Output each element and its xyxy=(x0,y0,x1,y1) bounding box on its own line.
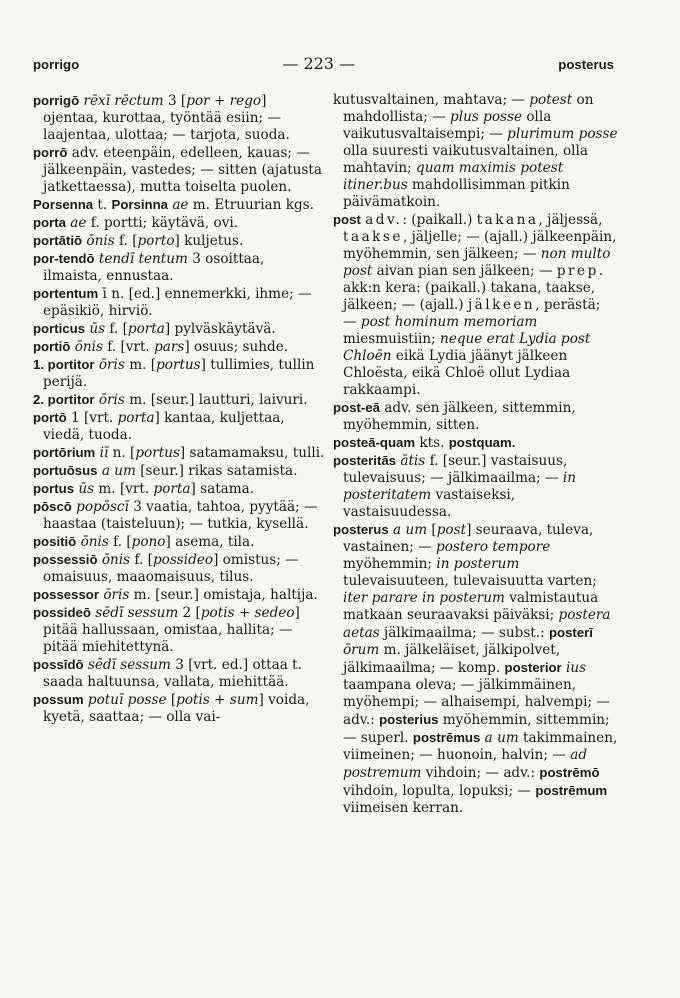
dictionary-entry xyxy=(33,144,325,196)
entry-italic-text: in posterum xyxy=(436,556,520,572)
dictionary-entry xyxy=(33,356,325,391)
entry-italic-text: ius xyxy=(566,660,587,676)
dictionary-entry xyxy=(33,444,325,462)
entry-italic-text: ōrum xyxy=(343,642,380,658)
dictionary-entry xyxy=(333,211,618,399)
entry-headword: portōrium xyxy=(33,445,96,460)
page-header xyxy=(33,54,614,80)
entry-italic-text: quam maximis potest itiner.bus xyxy=(343,160,564,193)
right-column xyxy=(333,92,618,817)
entry-italic-text: pono xyxy=(131,534,166,550)
entry-headword: possideō xyxy=(33,605,91,620)
entry-headword: posterus xyxy=(333,522,389,537)
entry-text: kutusvaltainen, mahtava; — xyxy=(333,92,530,108)
entry-text: 3 [ xyxy=(163,93,187,109)
dictionary-entry xyxy=(333,452,618,521)
right-running-headword: posterus xyxy=(558,57,614,72)
dictionary-entry xyxy=(33,586,325,604)
entry-italic-text: ōnis xyxy=(80,534,109,550)
entry-italic-text: potest xyxy=(529,92,573,108)
entry-text: tulevaisuuteen, tulevaisuutta varten; xyxy=(343,573,597,589)
entry-text: , jäljessä, xyxy=(538,212,603,228)
entry-text: taampana oleva; — jälkimmäinen, myöhempi; — alhaisempi, halvempi; — adv.: xyxy=(343,677,610,728)
entry-spaced-text: jälkeen xyxy=(467,297,536,313)
entry-headword: portus xyxy=(33,481,75,496)
entry-text: vihdoin; — adv.: xyxy=(421,765,540,781)
entry-text: 1 [vrt. xyxy=(66,410,118,426)
entry-italic-text: in posteritatem xyxy=(343,470,576,503)
entry-text: f. [ xyxy=(130,552,153,568)
entry-text: n. [ xyxy=(108,445,136,461)
entry-text: [ xyxy=(427,522,437,538)
entry-text: 3 osoittaa, ilmaista, ennustaa. xyxy=(43,251,265,284)
dictionary-entry xyxy=(33,533,325,551)
entry-italic-text: iī xyxy=(99,445,109,461)
entry-italic-text: ōnis xyxy=(74,339,103,355)
entry-text: vihdoin, lopulta, lopuksi; — xyxy=(343,783,536,799)
dictionary-entry xyxy=(333,399,618,434)
entry-headword: portātiō xyxy=(33,233,83,248)
entry-italic-text: tendī tentum xyxy=(98,251,188,267)
entry-headword: porticus xyxy=(33,321,86,336)
entry-text: m. [vrt. xyxy=(94,481,154,497)
entry-spaced-text: takana xyxy=(476,212,539,228)
dictionary-entry xyxy=(33,409,325,444)
entry-text: m. jälkeläiset, jälkipolvet, jälkimaailma; — komp. xyxy=(343,642,561,676)
entry-text: 2 [ xyxy=(178,605,201,621)
dictionary-entry xyxy=(333,521,618,817)
entry-headword: posterius xyxy=(379,712,439,727)
entry-headword: portiō xyxy=(33,339,71,354)
entry-text: kts. xyxy=(415,435,449,451)
entry-text: adv. eteenpäin, edelleen, kauas; — jälkeenpäin, vastedes; — sitten (ajatusta jatkettaessa), mutta toiselta puolen. xyxy=(43,145,322,195)
entry-italic-text: portus xyxy=(135,445,180,461)
entry-text: ī n. [ed.] ennemerkki, ihme; — epäsikiö, hirviö. xyxy=(43,286,312,319)
entry-text: ] kantaa, kuljettaa, viedä, tuoda. xyxy=(43,410,285,443)
entry-text: ] omistus; — omaisuus, maaomaisuus, tilus. xyxy=(43,552,299,585)
entry-headword: portō xyxy=(33,410,67,425)
entry-italic-text: a um xyxy=(393,522,428,538)
entry-italic-text: sēdī sessum xyxy=(95,605,179,621)
entry-italic-text: postera aetas xyxy=(343,607,611,641)
entry-text: ] asema, tila. xyxy=(165,534,255,550)
entry-text: ] kuljetus. xyxy=(174,233,244,249)
entry-italic-text: potis + sum xyxy=(176,692,259,708)
dictionary-entry xyxy=(33,196,325,214)
entry-headword: possessor xyxy=(33,587,99,602)
entry-text: f. [vrt. xyxy=(102,339,155,355)
entry-text: f. portti; käytävä, ovi. xyxy=(86,215,239,231)
dictionary-entry xyxy=(33,250,325,285)
entry-headword: porrigō xyxy=(33,93,80,108)
dictionary-entry xyxy=(33,338,325,356)
entry-headword: posterī xyxy=(548,625,593,640)
entry-text: aivan pian sen jälkeen; — xyxy=(372,263,557,279)
entry-italic-text: ōris xyxy=(98,357,125,373)
entry-headword: post xyxy=(333,212,361,227)
entry-italic-text: a um xyxy=(101,463,136,479)
entry-italic-text: ae xyxy=(70,215,87,231)
entry-headword: Porsinna xyxy=(111,197,168,212)
entry-text: m. [seur.] lautturi, laivuri. xyxy=(124,392,308,408)
entry-headword: 2. portitor xyxy=(33,392,95,407)
entry-text: [ xyxy=(166,692,177,708)
entry-text: ] pylväskäytävä. xyxy=(164,321,276,337)
entry-text: [seur.] rikas satamista. xyxy=(135,463,298,479)
entry-text: viimeisen kerran. xyxy=(343,800,464,816)
left-column xyxy=(33,92,325,726)
entry-headword: postrēmus xyxy=(412,730,481,745)
entry-text: on mahdollista; — xyxy=(343,92,594,125)
entry-text: ] seuraava, tuleva, vastainen; — xyxy=(343,522,594,555)
entry-italic-text: porta xyxy=(127,321,165,337)
entry-text: ] osuus; suhde. xyxy=(184,339,289,355)
entry-text: myöhemmin; xyxy=(343,556,437,572)
entry-spaced-text: adv. xyxy=(365,212,403,228)
entry-headword: possīdō xyxy=(33,657,84,672)
entry-text: ] satama. xyxy=(190,481,255,497)
entry-spaced-text: taakse xyxy=(343,229,403,245)
entry-italic-text: ōnis xyxy=(86,233,115,249)
dictionary-entry xyxy=(33,462,325,480)
entry-headword: posteritās xyxy=(333,453,397,468)
entry-headword: portuōsus xyxy=(33,463,98,478)
entry-text: m. [seur.] omistaja, haltija. xyxy=(129,587,318,603)
left-running-headword: porrigo xyxy=(33,57,80,72)
entry-text: mahdollisimman pitkin päivämatkoin. xyxy=(343,177,570,210)
entry-italic-text: ātis xyxy=(400,453,426,469)
entry-italic-text: pars xyxy=(154,339,185,355)
entry-text: ] ojentaa, kurottaa, työntää esiin; — laajentaa, ulottaa; — tarjota, suoda. xyxy=(43,93,290,143)
page-number: — 223 — xyxy=(282,54,356,73)
dictionary-entry xyxy=(33,214,325,232)
dictionary-entry xyxy=(33,320,325,338)
entry-headword: posteā-quam xyxy=(333,435,416,450)
entry-headword: porta xyxy=(33,215,66,230)
entry-italic-text: postero tempore xyxy=(436,539,551,555)
entry-text: f. [ xyxy=(105,321,128,337)
entry-text: 3 [vrt. ed.] ottaa t. saada haltuunsa, vallata, miehittää. xyxy=(43,657,302,690)
dictionary-entry xyxy=(333,434,618,452)
entry-italic-text: rēxī rēctum xyxy=(83,93,164,109)
entry-text: takimmainen, viimeinen; — huonoin, halvin; — xyxy=(343,730,618,763)
entry-headword: postquam. xyxy=(448,435,516,450)
entry-italic-text: por + rego xyxy=(186,93,262,109)
entry-headword: porrō xyxy=(33,145,68,160)
entry-headword: possessiō xyxy=(33,552,98,567)
entry-italic-text: ae xyxy=(172,197,189,213)
entry-headword: 1. portitor xyxy=(33,357,95,372)
entry-italic-text: potuī posse xyxy=(87,692,167,708)
entry-italic-text: neque erat Lydia post Chloēn xyxy=(343,331,591,364)
entry-text: olla suuresti vaikutusvaltainen, olla mahtavin; xyxy=(343,143,588,176)
entry-text: olla vaikutusvaltaisempi; — xyxy=(343,109,552,142)
dictionary-entry xyxy=(33,604,325,656)
entry-text: adv. sen jälkeen, sittemmin, myöhemmin, sitten. xyxy=(343,400,576,433)
entry-italic-text: plus posse xyxy=(450,109,523,125)
entry-italic-text: plurimum posse xyxy=(507,126,618,142)
dictionary-entry xyxy=(33,551,325,586)
dictionary-entry xyxy=(33,232,325,250)
entry-text: jälkimaailma; — subst.: xyxy=(379,625,549,641)
entry-text: myöhemmin, sittemmin; — superl. xyxy=(343,712,610,746)
entry-spaced-text: prep. xyxy=(556,263,606,279)
entry-headword: portentum xyxy=(33,286,99,301)
entry-italic-text: porta xyxy=(117,410,155,426)
entry-italic-text: portus xyxy=(156,357,201,373)
entry-italic-text: iter parare in posterum xyxy=(343,590,505,606)
entry-text: t. xyxy=(93,197,112,213)
entry-headword: pōscō xyxy=(33,499,72,514)
entry-text: valmistautua matkaan seuraavaksi päiväksi; xyxy=(343,590,599,623)
dictionary-entry xyxy=(333,92,618,211)
entry-italic-text: ōnis xyxy=(101,552,131,568)
entry-headword: positiō xyxy=(33,534,77,549)
entry-italic-text: porta xyxy=(153,481,191,497)
entry-text: miesmuistiin; xyxy=(343,331,441,347)
entry-text: ] tullimies, tullin perijä. xyxy=(43,357,315,390)
entry-italic-text: ōris xyxy=(98,392,125,408)
dictionary-entry xyxy=(33,391,325,409)
entry-italic-text: possideo xyxy=(152,552,214,568)
entry-text: m. Etruurian kgs. xyxy=(188,197,314,213)
entry-text: : (paikall.) xyxy=(402,212,477,228)
dictionary-entry xyxy=(33,480,325,498)
entry-italic-text: popōscī xyxy=(76,499,129,515)
entry-italic-text: post hominum memoriam xyxy=(360,314,538,330)
entry-text: 3 vaatia, tahtoa, pyytää; — haastaa (taisteluun); — tutkia, kysellä. xyxy=(43,499,318,532)
entry-text: vastaiseksi, vastaisuudessa. xyxy=(343,487,516,520)
entry-headword: postrēmō xyxy=(539,765,600,780)
dictionary-entry xyxy=(33,285,325,320)
entry-text: ] voida, kyetä, saattaa; — olla vai- xyxy=(43,692,310,725)
entry-headword: post-eā xyxy=(333,400,380,415)
entry-headword: Porsenna xyxy=(33,197,94,212)
entry-italic-text: porto xyxy=(137,233,175,249)
entry-italic-text: sēdī sessum xyxy=(87,657,171,673)
entry-headword: possum xyxy=(33,692,84,707)
entry-italic-text: ōris xyxy=(103,587,130,603)
dictionary-entry xyxy=(33,498,325,533)
entry-text: f. [ xyxy=(108,534,132,550)
entry-text: f. [seur.] vastaisuus, tulevaisuus; — jälkimaailma; — xyxy=(343,453,568,486)
entry-headword: por-tendō xyxy=(33,251,95,266)
entry-headword: posterior xyxy=(504,660,562,675)
dictionary-entry xyxy=(33,92,325,144)
entry-text: eikä Lydia jäänyt jälkeen Chloësta, eikä Chloë ollut Lydiaa rakkaampi. xyxy=(343,348,571,398)
entry-italic-text: ad postremum xyxy=(343,747,588,781)
entry-italic-text: a um xyxy=(484,730,519,746)
entry-headword: postrēmum xyxy=(535,783,608,798)
entry-text: , perästä; — xyxy=(343,297,601,330)
entry-italic-text: post xyxy=(436,522,467,538)
entry-text: ] pitää hallussaan, omistaa, hallita; — pitää miehitettynä. xyxy=(43,605,300,655)
entry-text: ] satamamaksu, tulli. xyxy=(179,445,325,461)
entry-italic-text: ūs xyxy=(78,481,95,497)
dictionary-entry xyxy=(33,656,325,691)
dictionary-entry xyxy=(33,691,325,726)
entry-italic-text: ūs xyxy=(89,321,106,337)
entry-text: m. [ xyxy=(124,357,157,373)
entry-text: f. [ xyxy=(114,233,138,249)
entry-italic-text: non multo post xyxy=(343,246,611,279)
entry-italic-text: potis + sedeo xyxy=(200,605,295,621)
entry-text: akk:n kera: (paikall.) takana, taakse, jälkeen; — (ajall.) xyxy=(343,280,596,313)
entry-text: , jäljelle; — (ajall.) jälkeenpäin, myöhemmin, sen jälkeen; — xyxy=(343,229,617,262)
